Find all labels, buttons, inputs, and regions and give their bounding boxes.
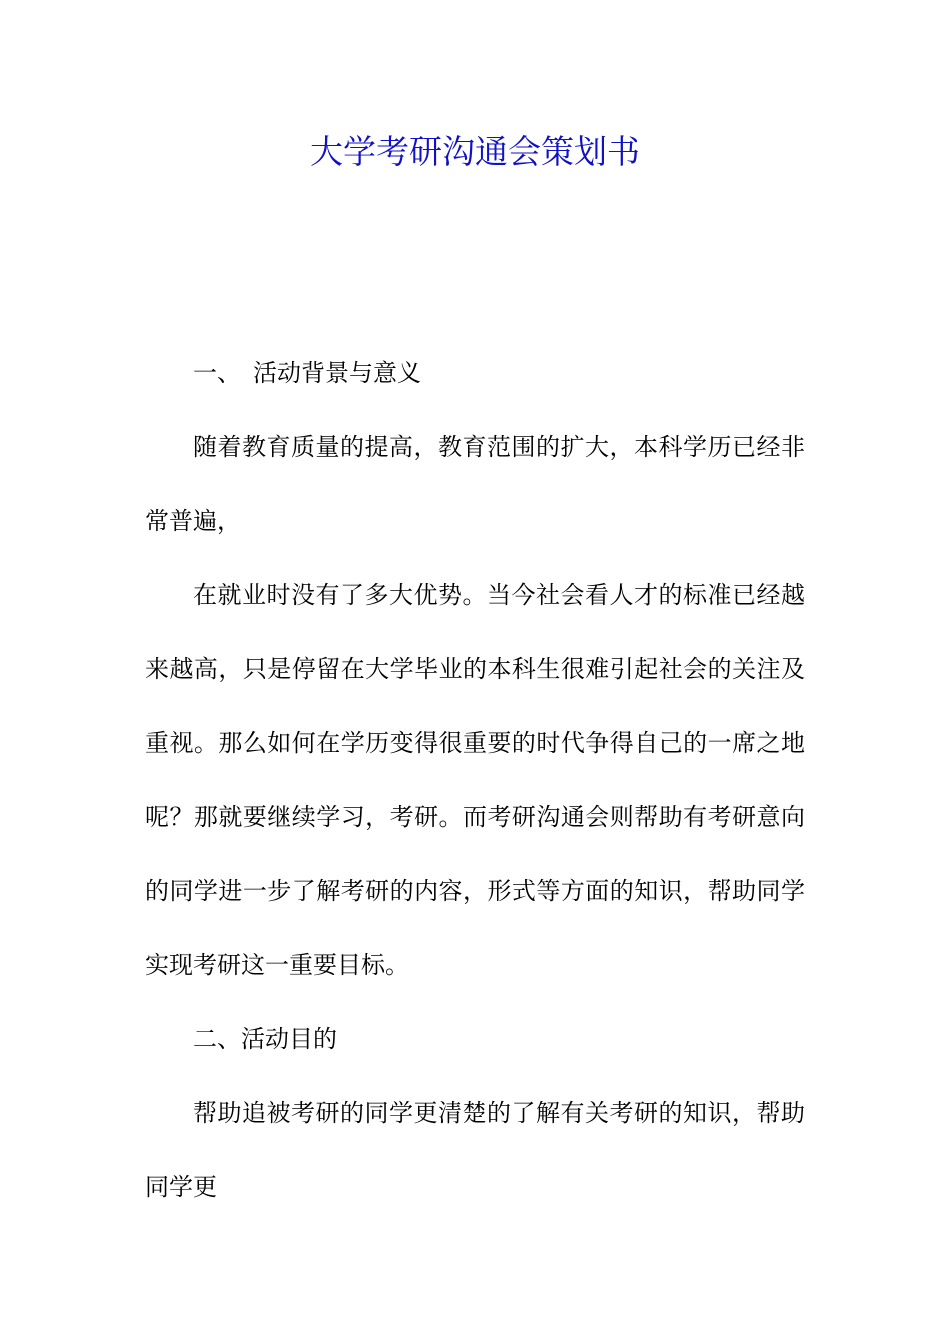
paragraph-line: 常普遍， (145, 507, 241, 535)
document-title: 大学考研沟通会策划书 (310, 132, 640, 171)
section-1-heading (145, 336, 805, 410)
paragraph-line: 来越高，只是停留在大学毕业的本科生很难引起社会的关注及 (145, 655, 805, 683)
document-body (145, 336, 805, 1224)
paragraph-line: 实现考研这一重要目标。 (145, 951, 409, 979)
section-1-number: 一、 (193, 359, 241, 387)
section-1-heading-text: 活动背景与意义 (253, 359, 421, 387)
paragraph-line: 帮助追被考研的同学更清楚的了解有关考研的知识，帮助 (193, 1099, 805, 1127)
paragraph-line: 在就业时没有了多大优势。当今社会看人才的标准已经越 (193, 581, 805, 609)
paragraph-line: 的同学进一步了解考研的内容，形式等方面的知识，帮助同学 (145, 877, 805, 905)
paragraph-line: 随着教育质量的提高，教育范围的扩大，本科学历已经非 (193, 433, 805, 461)
section-2-heading: 二、活动目的 (193, 1025, 337, 1053)
paragraph-line: 同学更 (145, 1173, 217, 1201)
paragraph-line: 呢？那就要继续学习，考研。而考研沟通会则帮助有考研意向 (145, 803, 805, 831)
paragraph-line: 重视。那么如何在学历变得很重要的时代争得自己的一席之地 (145, 729, 805, 757)
